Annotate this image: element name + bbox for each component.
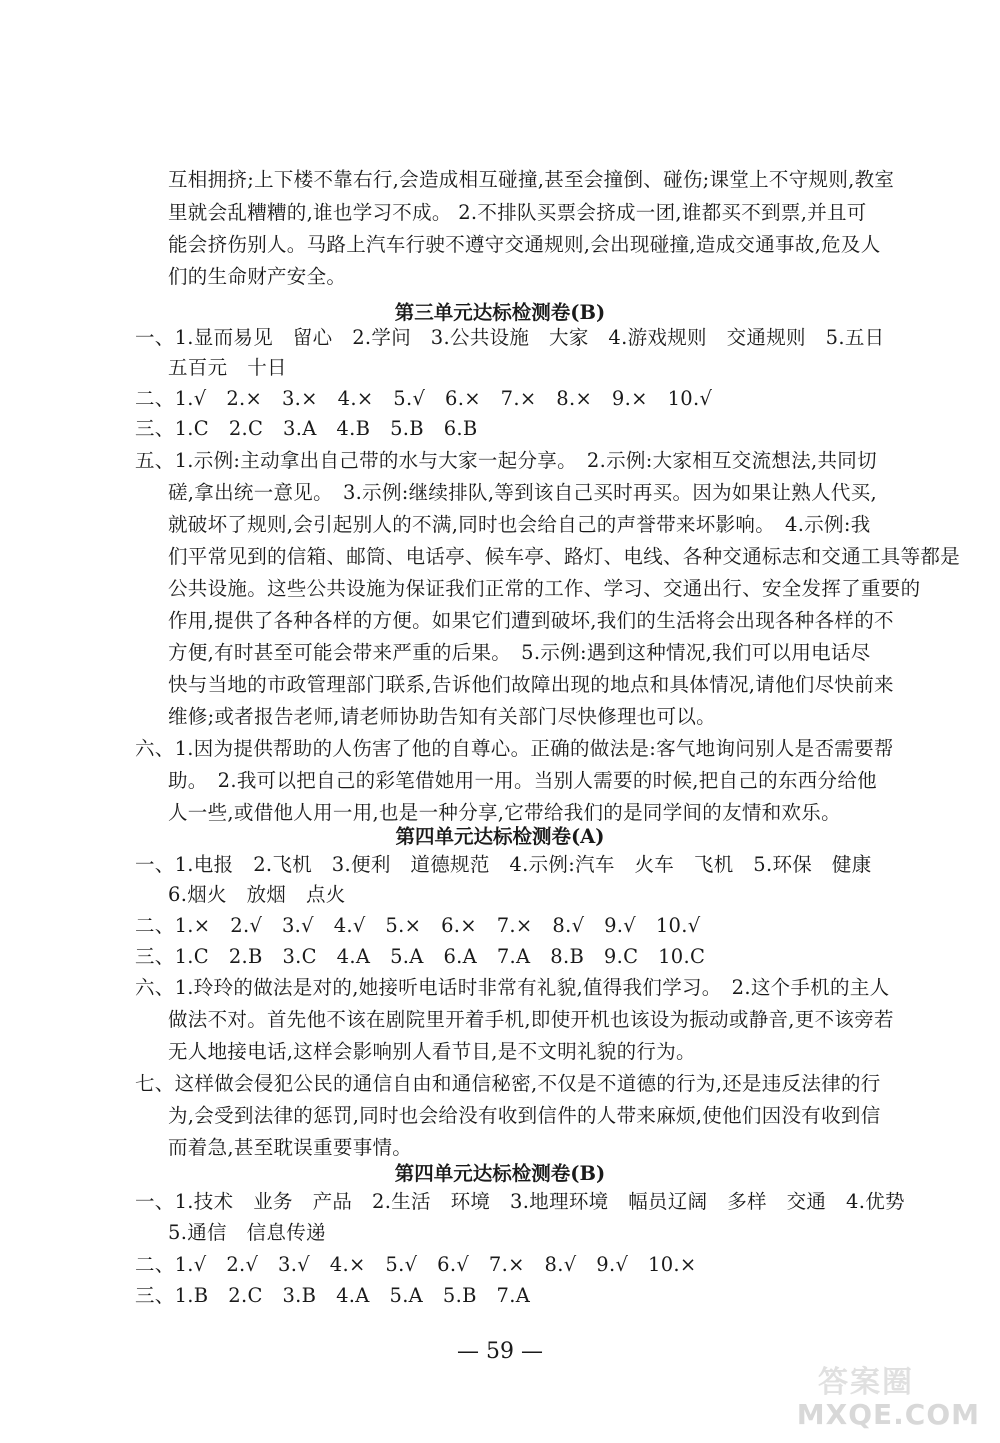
watermark-logo — [790, 1355, 990, 1435]
text-line: 五百元 十日 — [168, 356, 287, 379]
section-heading-b3: 第三单元达标检测卷(B) — [394, 301, 606, 324]
text-line: 维修;或者报告老师,请老师协助告知有关部门尽快修理也可以。 — [168, 705, 716, 728]
text-line: 一、1.显而易见 留心 2.学问 3.公共设施 大家 4.游戏规则 交通规则 5.五日 — [135, 326, 885, 349]
text-line: 们平常见到的信箱、邮筒、电话亭、候车亭、路灯、电线、各种交通标志和交通工具等都是 — [168, 545, 961, 568]
text-line: 里就会乱糟糟的,谁也学习不成。 2.不排队买票会挤成一团,谁都买不到票,并且可 — [168, 201, 867, 224]
text-line: 六、1.因为提供帮助的人伤害了他的自尊心。正确的做法是:客气地询问别人是否需要帮 — [135, 737, 894, 760]
text-line: 二、1.√ 2.× 3.× 4.× 5.√ 6.× 7.× 8.× 9.× 10.√ — [135, 387, 713, 410]
text-line: 作用,提供了各种各样的方便。如果它们遭到破坏,我们的生活将会出现各种各样的不 — [168, 609, 894, 632]
section-heading-a4: 第四单元达标检测卷(A) — [395, 825, 605, 848]
text-line: 就破坏了规则,会引起别人的不满,同时也会给自己的声誉带来坏影响。 4.示例:我 — [168, 513, 871, 536]
watermark-site-text: MXQE.COM — [796, 1398, 980, 1431]
text-line: 公共设施。这些公共设施为保证我们正常的工作、学习、交通出行、安全发挥了重要的 — [168, 577, 921, 600]
text-line: 二、1.× 2.√ 3.√ 4.√ 5.× 6.× 7.× 8.√ 9.√ 10.√ — [135, 914, 701, 937]
text-line: 方便,有时甚至可能会带来严重的后果。 5.示例:遇到这种情况,我们可以用电话尽 — [168, 641, 871, 664]
text-line: 做法不对。首先他不该在剧院里开着手机,即使开机也该设为振动或静音,更不该旁若 — [168, 1008, 894, 1031]
text-line: 磋,拿出统一意见。 3.示例:继续排队,等到该自己买时再买。因为如果让熟人代买, — [168, 481, 878, 504]
text-line: 五、1.示例:主动拿出自己带的水与大家一起分享。 2.示例:大家相互交流想法,共同切 — [135, 449, 877, 472]
text-line: 三、1.C 2.B 3.C 4.A 5.A 6.A 7.A 8.B 9.C 10.C — [135, 945, 706, 968]
text-line: 6.烟火 放烟 点火 — [168, 883, 346, 906]
text-line: 快与当地的市政管理部门联系,告诉他们故障出现的地点和具体情况,请他们尽快前来 — [168, 673, 894, 696]
text-line: 5.通信 信息传递 — [168, 1221, 326, 1244]
text-line: 一、1.电报 2.飞机 3.便利 道德规范 4.示例:汽车 火车 飞机 5.环保 健康 — [135, 853, 872, 876]
text-line: 六、1.玲玲的做法是对的,她接听电话时非常有礼貌,值得我们学习。 2.这个手机的主人 — [135, 976, 890, 999]
text-line: 们的生命财产安全。 — [168, 265, 347, 288]
text-line: 助。 2.我可以把自己的彩笔借她用一用。当别人需要的时候,把自己的东西分给他 — [168, 769, 877, 792]
text-line: 人一些,或借他人用一用,也是一种分享,它带给我们的是同学间的友情和欢乐。 — [168, 801, 841, 824]
text-line: 七、这样做会侵犯公民的通信自由和通信秘密,不仅是不道德的行为,还是违反法律的行 — [135, 1072, 881, 1095]
text-line: 三、1.B 2.C 3.B 4.A 5.A 5.B 7.A — [135, 1284, 531, 1307]
text-line: 三、1.C 2.C 3.A 4.B 5.B 6.B — [135, 417, 478, 440]
text-line: 而着急,甚至耽误重要事情。 — [168, 1136, 413, 1159]
text-line: 一、1.技术 业务 产品 2.生活 环境 3.地理环境 幅员辽阔 多样 交通 4.优势 — [135, 1190, 905, 1213]
page-number: — 59 — — [457, 1339, 543, 1364]
section-heading-b4: 第四单元达标检测卷(B) — [394, 1162, 606, 1185]
watermark-logo-text: 答案圈 — [818, 1365, 914, 1400]
text-line: 无人地接电话,这样会影响别人看节目,是不文明礼貌的行为。 — [168, 1040, 696, 1063]
text-line: 能会挤伤别人。马路上汽车行驶不遵守交通规则,会出现碰撞,造成交通事故,危及人 — [168, 233, 881, 256]
text-line: 互相拥挤;上下楼不靠右行,会造成相互碰撞,甚至会撞倒、碰伤;课堂上不守规则,教室 — [168, 168, 895, 191]
text-line: 二、1.√ 2.√ 3.√ 4.× 5.√ 6.√ 7.× 8.√ 9.√ 10.× — [135, 1253, 697, 1276]
text-line: 为,会受到法律的惩罚,同时也会给没有收到信件的人带来麻烦,使他们因没有收到信 — [168, 1104, 881, 1127]
